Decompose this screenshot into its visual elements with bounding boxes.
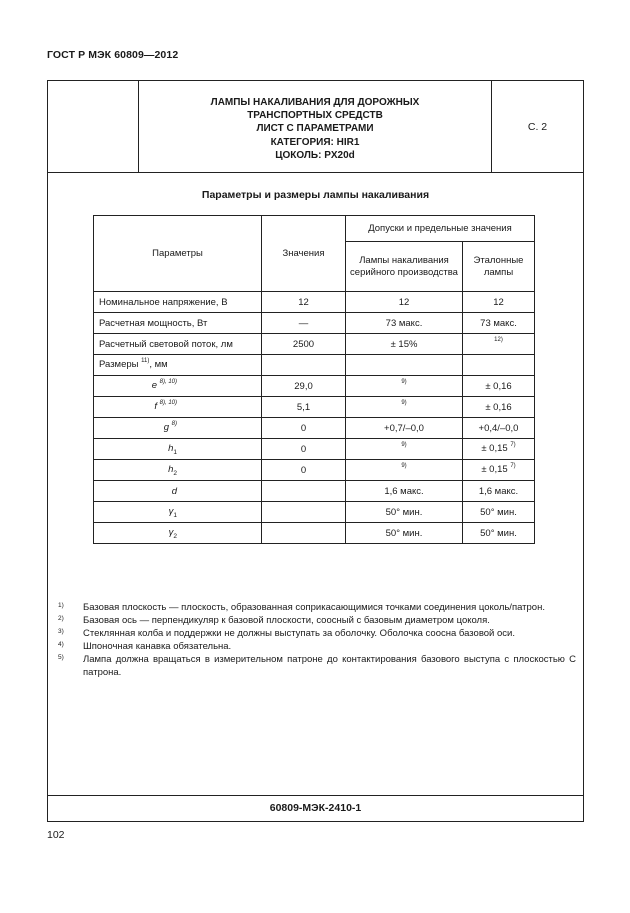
footnote-ref: 7) bbox=[510, 463, 516, 470]
symbol-gamma: γ bbox=[168, 505, 174, 517]
cell-serial: 50° мин. bbox=[346, 523, 463, 544]
header-values: Значения bbox=[262, 216, 346, 292]
cell-value: 0 bbox=[262, 439, 346, 460]
cell-serial bbox=[346, 397, 463, 418]
cell-serial: 73 макс. bbox=[346, 313, 463, 334]
table-row bbox=[94, 481, 535, 502]
standard-designation: ГОСТ Р МЭК 60809—2012 bbox=[47, 49, 179, 61]
page-number: 102 bbox=[47, 829, 65, 841]
table-row bbox=[94, 313, 535, 334]
header-parameters: Параметры bbox=[94, 216, 262, 292]
cell-reference: 50° мин. bbox=[463, 523, 535, 544]
table-row bbox=[94, 355, 535, 376]
sheet-frame bbox=[47, 80, 584, 822]
footnote-text: Базовая плоскость — плоскость, образованная соприкасающимися точками соединения цоколь/патрон. bbox=[83, 602, 545, 613]
symbol-h: h bbox=[168, 463, 174, 475]
table-row bbox=[94, 292, 535, 313]
parameters-table bbox=[93, 215, 535, 544]
footnote bbox=[58, 640, 576, 653]
row-symbol bbox=[94, 460, 262, 481]
sheet-page-cell bbox=[491, 81, 583, 172]
cell-reference: 1,6 макс. bbox=[463, 481, 535, 502]
symbol-subscript: 1 bbox=[173, 511, 177, 519]
cell-value bbox=[262, 355, 346, 376]
footnote-ref: 11) bbox=[141, 358, 150, 365]
footnote-text: Лампа должна вращаться в измерительном патроне до контактирования базового выступа с плоскостью С патрона. bbox=[83, 654, 576, 678]
table-row bbox=[94, 523, 535, 544]
cell-reference: 50° мин. bbox=[463, 502, 535, 523]
row-symbol bbox=[94, 502, 262, 523]
cell-value bbox=[262, 481, 346, 502]
cell-serial bbox=[346, 439, 463, 460]
footnote bbox=[58, 601, 576, 614]
cell-value: 0 bbox=[262, 418, 346, 439]
table-row bbox=[94, 439, 535, 460]
footnote bbox=[58, 627, 576, 640]
footnote-ref: 9) bbox=[401, 378, 407, 385]
footnote-number: 2) bbox=[58, 615, 64, 622]
row-symbol bbox=[94, 439, 262, 460]
footnote-ref: 8), 10) bbox=[159, 379, 177, 386]
cell-value: — bbox=[262, 313, 346, 334]
footnote-number: 1) bbox=[58, 602, 64, 609]
table-row bbox=[94, 418, 535, 439]
symbol-subscript: 2 bbox=[173, 532, 177, 540]
cell-reference bbox=[463, 355, 535, 376]
footnote-ref: 8), 10) bbox=[159, 400, 177, 407]
row-label: Расчетная мощность, Вт bbox=[94, 313, 262, 334]
footnote-ref: 9) bbox=[401, 399, 407, 406]
footnote-number: 4) bbox=[58, 641, 64, 648]
sheet-page-label: С. 2 bbox=[527, 120, 548, 133]
row-symbol bbox=[94, 523, 262, 544]
cell-serial: 50° мин. bbox=[346, 502, 463, 523]
header-title-line: ЛАМПЫ НАКАЛИВАНИЯ ДЛЯ ДОРОЖНЫХ bbox=[210, 97, 420, 108]
row-label bbox=[94, 355, 262, 376]
cell-value: 0 bbox=[262, 460, 346, 481]
row-label: Расчетный световой поток, лм bbox=[94, 334, 262, 355]
cell-reference: 73 макс. bbox=[463, 313, 535, 334]
cell-reference bbox=[463, 439, 535, 460]
footnote-ref: 8) bbox=[171, 421, 177, 428]
row-symbol bbox=[94, 376, 262, 397]
header-serial-lamps: Лампы накаливания серийного производства bbox=[346, 242, 463, 292]
dimensions-label: Размеры bbox=[99, 359, 139, 371]
cell-value bbox=[262, 523, 346, 544]
cell-serial bbox=[346, 355, 463, 376]
cell-serial: ± 15% bbox=[346, 334, 463, 355]
symbol-f: f bbox=[154, 401, 158, 413]
cell-value: 5,1 bbox=[262, 397, 346, 418]
header-title-line: ЦОКОЛЬ: PX20d bbox=[275, 149, 355, 161]
reference-value: ± 0,15 bbox=[481, 443, 508, 455]
symbol-e: e bbox=[151, 380, 158, 392]
footnote-ref: 7) bbox=[510, 442, 516, 449]
footnote-text: Базовая ось — перпендикуляр к базовой плоскости, соосный с базовым диаметром цоколя. bbox=[83, 615, 490, 626]
cell-value: 2500 bbox=[262, 334, 346, 355]
cell-serial: 1,6 макс. bbox=[346, 481, 463, 502]
header-title-line: КАТЕГОРИЯ: HIR1 bbox=[270, 136, 360, 148]
header-title-line: ТРАНСПОРТНЫХ СРЕДСТВ bbox=[247, 110, 383, 122]
row-symbol: d bbox=[94, 481, 262, 502]
table-title: Параметры и размеры лампы накаливания bbox=[201, 189, 430, 201]
cell-reference bbox=[463, 460, 535, 481]
footnote bbox=[58, 614, 576, 627]
footnote-ref: 12) bbox=[494, 336, 503, 343]
footnotes bbox=[58, 601, 576, 679]
footnote-text: Стеклянная колба и поддержки не должны выступать за оболочку. Оболочка соосна базовой оси. bbox=[83, 628, 515, 639]
cell-serial bbox=[346, 376, 463, 397]
footnote-ref: 9) bbox=[401, 462, 407, 469]
reference-value: ± 0,15 bbox=[481, 464, 508, 476]
sheet-code: 60809-МЭК-2410-1 bbox=[269, 802, 362, 814]
table-row bbox=[94, 376, 535, 397]
cell-reference: 12 bbox=[463, 292, 535, 313]
table-row bbox=[94, 397, 535, 418]
cell-serial bbox=[346, 460, 463, 481]
cell-reference bbox=[463, 334, 535, 355]
footnote bbox=[58, 653, 576, 679]
table-row bbox=[94, 460, 535, 481]
cell-reference: +0,4/–0,0 bbox=[463, 418, 535, 439]
cell-value: 12 bbox=[262, 292, 346, 313]
symbol-gamma: γ bbox=[168, 526, 174, 538]
row-symbol bbox=[94, 397, 262, 418]
sheet-header bbox=[48, 81, 583, 173]
footnote-ref: 9) bbox=[401, 441, 407, 448]
cell-serial: 12 bbox=[346, 292, 463, 313]
footnote-number: 3) bbox=[58, 628, 64, 635]
header-title-line: ЛИСТ С ПАРАМЕТРАМИ bbox=[256, 123, 374, 135]
footer-divider bbox=[48, 795, 583, 796]
table-row bbox=[94, 502, 535, 523]
dimensions-unit: , мм bbox=[149, 359, 168, 371]
row-label: Номинальное напряжение, В bbox=[94, 292, 262, 313]
cell-value bbox=[262, 502, 346, 523]
header-tolerances: Допуски и предельные значения bbox=[346, 216, 535, 242]
row-symbol bbox=[94, 418, 262, 439]
header-title bbox=[139, 96, 491, 162]
symbol-subscript: 1 bbox=[173, 448, 177, 456]
footnote-text: Шпоночная канавка обязательна. bbox=[83, 641, 232, 652]
footnote-number: 5) bbox=[58, 654, 64, 661]
cell-value: 29,0 bbox=[262, 376, 346, 397]
symbol-g: g bbox=[163, 422, 170, 434]
header-reference-lamps: Эталонные лампы bbox=[463, 242, 535, 292]
cell-serial: +0,7/–0,0 bbox=[346, 418, 463, 439]
table-row bbox=[94, 334, 535, 355]
symbol-h: h bbox=[168, 442, 174, 454]
header-left-cell bbox=[48, 81, 139, 172]
symbol-subscript: 2 bbox=[173, 469, 177, 477]
cell-reference: ± 0,16 bbox=[463, 376, 535, 397]
cell-reference: ± 0,16 bbox=[463, 397, 535, 418]
